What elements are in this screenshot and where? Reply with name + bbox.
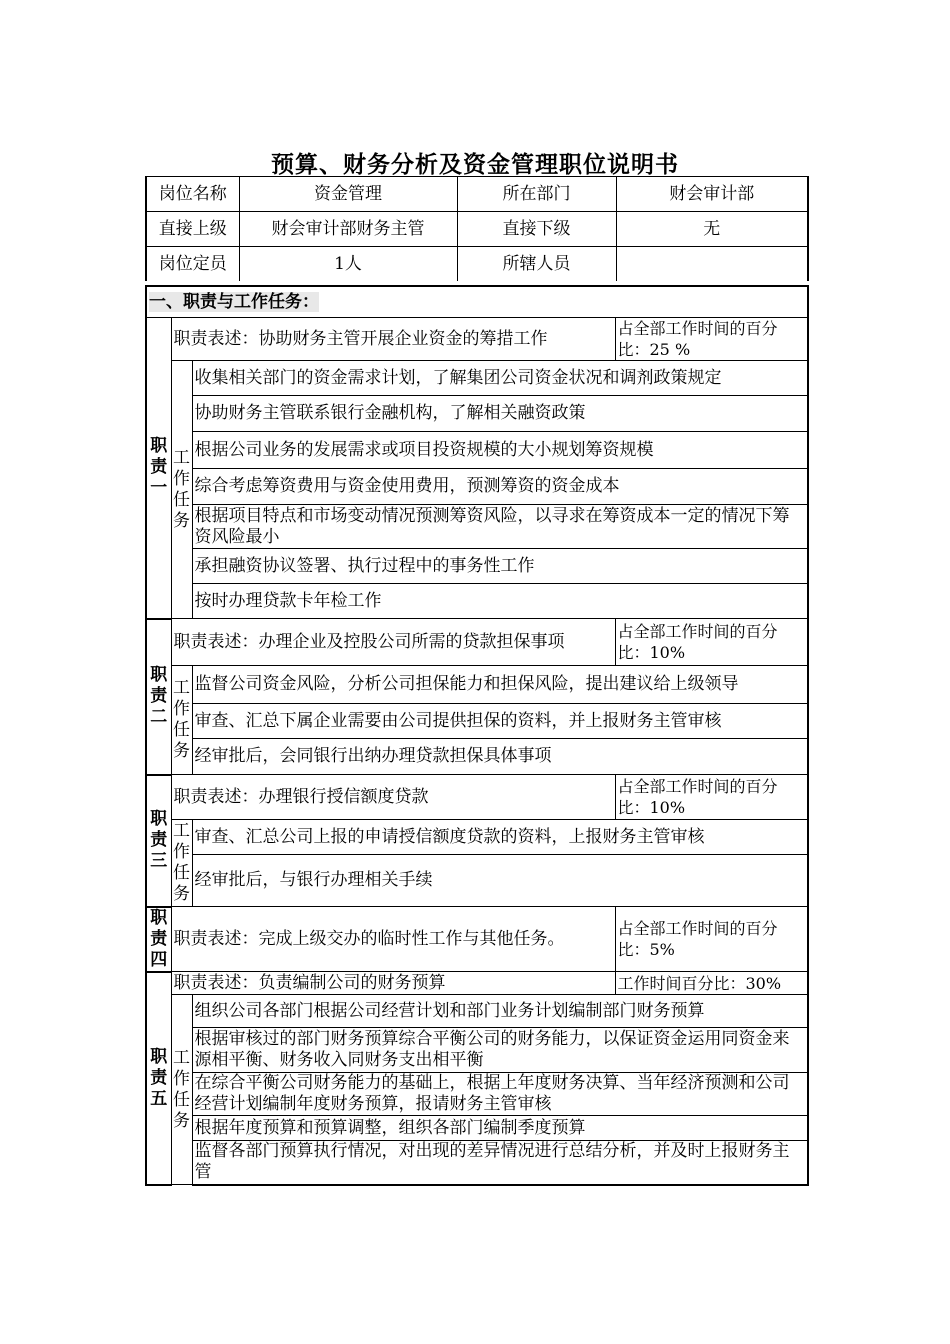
work-task-label — [171, 820, 192, 907]
duty-percentage: 占全部工作时间的百分比：10% — [615, 775, 808, 820]
duty-label-text: 职责四 — [150, 907, 168, 970]
duty-description: 职责表述：办理企业及控股公司所需的贷款担保事项 — [171, 619, 615, 666]
duty-label-text: 职责一 — [150, 436, 168, 499]
work-task-label — [171, 361, 192, 619]
duty-description: 职责表述：办理银行授信额度贷款 — [171, 775, 615, 820]
task-item: 审查、汇总公司上报的申请授信额度贷款的资料，上报财务主管审核 — [192, 820, 808, 855]
info-label: 直接上级 — [146, 212, 239, 247]
info-value: 财会审计部财务主管 — [239, 212, 457, 247]
work-task-label-text: 工作任务 — [173, 447, 190, 531]
duty-description: 职责表述：完成上级交办的临时性工作与其他任务。 — [171, 907, 615, 972]
task-item: 经审批后，会同银行出纳办理贷款担保具体事项 — [192, 739, 808, 775]
task-item: 根据年度预算和预算调整，组织各部门编制季度预算 — [192, 1116, 808, 1141]
task-item: 在综合平衡公司财务能力的基础上，根据上年度财务决算、当年经济预测和公司经营计划编制年度财务预算，报请财务主管审核 — [192, 1073, 808, 1116]
duty-description: 职责表述：负责编制公司的财务预算 — [171, 972, 615, 995]
duty-label-text: 职责二 — [150, 665, 168, 727]
info-label: 岗位定员 — [146, 247, 239, 282]
task-item: 组织公司各部门根据公司经营计划和部门业务计划编制部门财务预算 — [192, 995, 808, 1028]
duty-label — [146, 775, 171, 907]
task-item: 经审批后，与银行办理相关手续 — [192, 855, 808, 907]
duty-label — [146, 619, 171, 775]
work-task-label — [171, 666, 192, 775]
duty-percentage: 占全部工作时间的百分比：10% — [615, 619, 808, 666]
duty-label — [146, 318, 171, 619]
duty-percentage: 占全部工作时间的百分比：5% — [615, 907, 808, 972]
duties-table — [145, 285, 809, 1186]
task-item: 收集相关部门的资金需求计划，了解集团公司资金状况和调剂政策规定 — [192, 361, 808, 396]
info-label: 直接下级 — [457, 212, 616, 247]
task-item: 承担融资协议签署、执行过程中的事务性工作 — [192, 549, 808, 584]
info-label: 岗位名称 — [146, 177, 239, 212]
task-item: 监督公司资金风险，分析公司担保能力和担保风险，提出建议给上级领导 — [192, 666, 808, 704]
duty-description: 职责表述：协助财务主管开展企业资金的筹措工作 — [171, 318, 615, 361]
task-item: 审查、汇总下属企业需要由公司提供担保的资料，并上报财务主管审核 — [192, 704, 808, 739]
info-value: 1人 — [239, 247, 457, 282]
duty-percentage: 占全部工作时间的百分比：25 % — [615, 318, 808, 361]
info-value: 无 — [616, 212, 808, 247]
section-title: 一、职责与工作任务： — [149, 291, 319, 312]
duty-label-text: 职责五 — [150, 1046, 168, 1109]
work-task-label-text: 工作任务 — [173, 678, 190, 761]
info-value: 财会审计部 — [616, 177, 808, 212]
info-value: 资金管理 — [239, 177, 457, 212]
task-item: 根据审核过的部门财务预算综合平衡公司的财务能力，以保证资金运用同资金来源相平衡、财务收入同财务支出相平衡 — [192, 1028, 808, 1073]
work-task-label-text: 工作任务 — [173, 821, 190, 904]
task-item: 综合考虑筹资费用与资金使用费用，预测筹资的资金成本 — [192, 469, 808, 505]
document-title: 预算、财务分析及资金管理职位说明书 — [271, 151, 679, 178]
task-item: 协助财务主管联系银行金融机构，了解相关融资政策 — [192, 396, 808, 432]
task-item: 监督各部门预算执行情况，对出现的差异情况进行总结分析，并及时上报财务主管 — [192, 1141, 808, 1185]
duty-label — [146, 972, 171, 1185]
basic-info-table — [145, 176, 809, 281]
info-label: 所在部门 — [457, 177, 616, 212]
section-header — [146, 286, 808, 318]
work-task-label-text: 工作任务 — [173, 1047, 190, 1131]
duty-percentage: 工作时间百分比：30% — [615, 972, 808, 995]
info-label: 所辖人员 — [457, 247, 616, 282]
duty-label — [146, 907, 171, 972]
task-item: 根据公司业务的发展需求或项目投资规模的大小规划筹资规模 — [192, 432, 808, 469]
task-item: 根据项目特点和市场变动情况预测筹资风险，以寻求在筹资成本一定的情况下筹资风险最小 — [192, 505, 808, 549]
work-task-label — [171, 995, 192, 1185]
task-item: 按时办理贷款卡年检工作 — [192, 584, 808, 619]
info-value — [616, 247, 808, 282]
duty-label-text: 职责三 — [150, 809, 168, 871]
